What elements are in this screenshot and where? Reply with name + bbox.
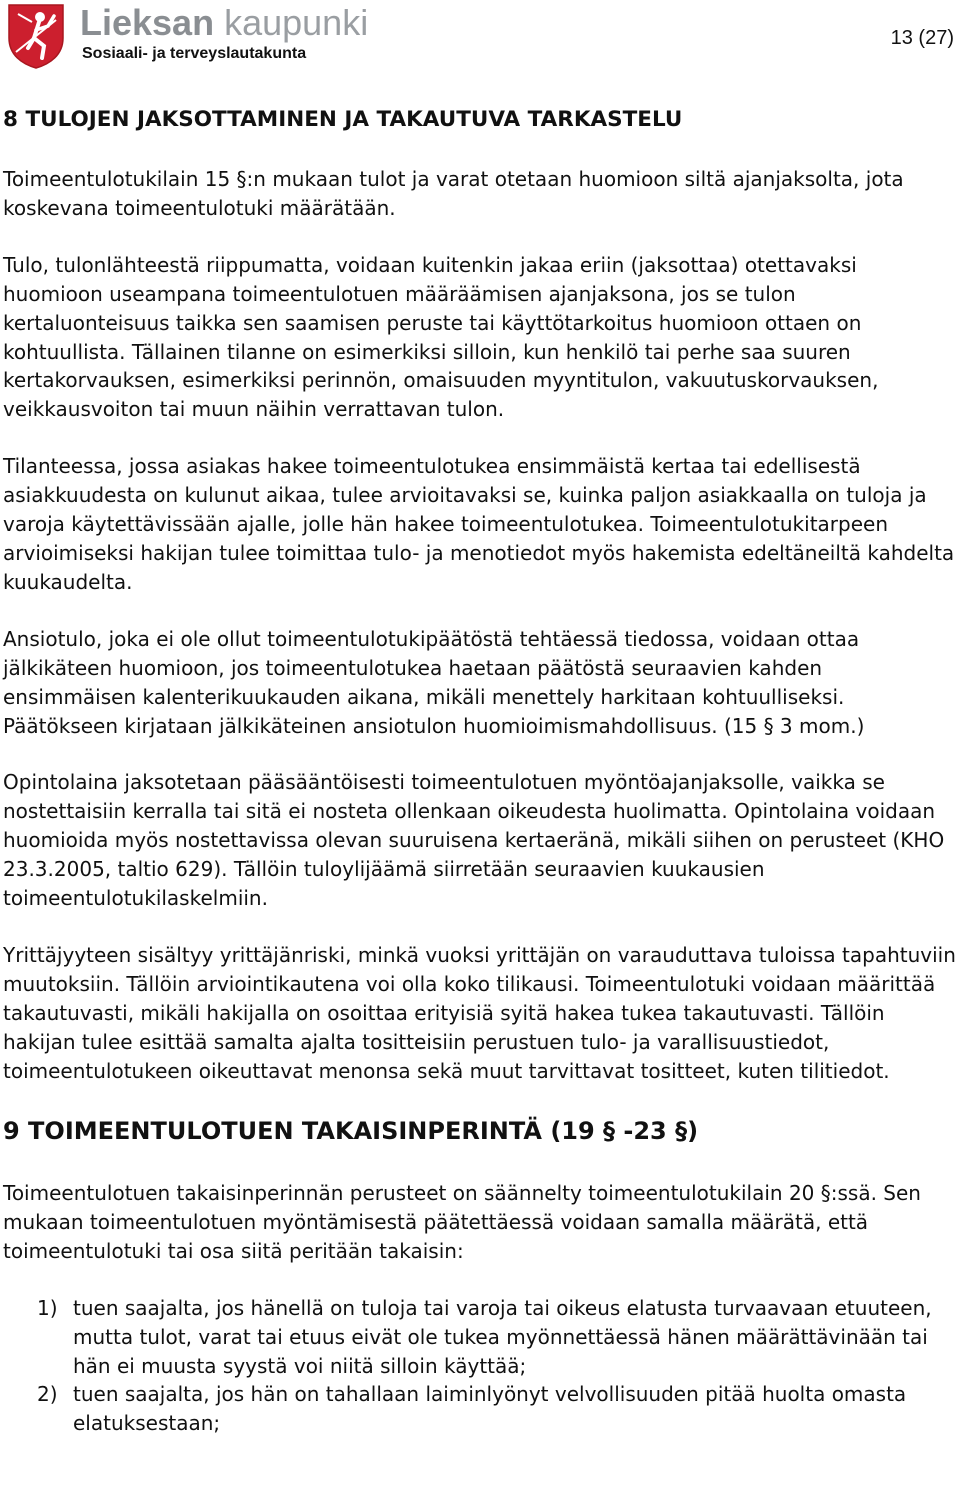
section-8-paragraph-1: Toimeentulotukilain 15 §:n mukaan tulot ja varat otetaan huomioon siltä ajanjaksolta, jota koskevana toimeentulotuki määrätään.	[3, 167, 904, 220]
section-8-paragraph-2: Tulo, tulonlähteestä riippumatta, voidaan kuitenkin jakaa eriin (jaksottaa) otettavaksi huomioon useampana toimeentulotuen määräämisen ajanjaksona, jos se tulon kertaluonteisuus taikka sen saamisen peruste tai käyttötarkoitus huomioon ottaen on kohtuullista. Tällainen tilanne on esimerkiksi silloin, kun henkilö tai perhe saa suuren kertakorvauksen, esimerkiksi perinnön, omaisuuden myyntitulon, vakuutuskorvauksen, veikkausvoiton tai muun näihin verrattavan tulon.	[3, 252, 879, 422]
list-item	[3, 1380, 958, 1437]
list-item-number: 2)	[37, 1382, 58, 1407]
coat-of-arms-icon	[6, 2, 66, 70]
section-8-paragraph-5: Opintolaina jaksotetaan pääsääntöisesti toimeentulotuen myöntöajanjaksolle, vaikka se nostettaisiin kerralla tai sitä ei nosteta ollenkaan oikeudesta huolimatta. Opintolaina voidaan huomioida myös nostettavissa olevan suuruisena kertaeränä, mikäli siihen on perusteet (KHO 23.3.2005, taltio 629). Tällöin tuloylijäämä siirretään seuraavien kuukausien toimeentulotukilaskelmiin.	[3, 770, 945, 911]
brand-name-bold: Lieksan	[80, 2, 215, 43]
section-9-paragraph-1: Toimeentulotuen takaisinperinnän perusteet on säännelty toimeentulotukilain 20 §:ssä. Sen mukaan toimeentulotuen myöntämisestä päätettäessä voidaan samalla määrätä, että toimeentulotuki tai osa siitä peritään takaisin:	[3, 1181, 921, 1264]
list-item-text: tuen saajalta, jos hän on tahallaan laiminlyönyt velvollisuuden pitää huolta omasta elatuksestaan;	[73, 1382, 907, 1435]
list-item-number: 1)	[37, 1296, 58, 1321]
page-number: 13 (27)	[890, 27, 954, 49]
page-header	[0, 0, 960, 80]
section-8-paragraph-4: Ansiotulo, joka ei ole ollut toimeentulotukipäätöstä tehtäessä tiedossa, voidaan ottaa jälkikäteen huomioon, jos toimeentulotukea haetaan päätöstä seuraavien kahden ensimmäisen kalenterikuukauden aikana, mikäli menettely harkitaan kohtuulliseksi. Päätökseen kirjataan jälkikäteinen ansiotulon huomioimismahdollisuus. (15 § 3 mom.)	[3, 626, 865, 738]
section-9-heading: 9 TOIMEENTULOTUEN TAKAISINPERINTÄ (19 § -23 §)	[3, 1117, 699, 1146]
document-body	[3, 104, 958, 1438]
section-8-paragraph-3: Tilanteessa, jossa asiakas hakee toimeentulotukea ensimmäistä kertaa tai edellisestä asiakkuudesta on kulunut aikaa, tulee arvioitavaksi se, kuinka paljon asiakkaalla on tuloja ja varoja käytettävissään ajalle, jolle hän hakee toimeentulotukea. Toimeentulotukitarpeen arvioimiseksi hakijan tulee toimittaa tulo- ja menotiedot myös hakemista edeltäneiltä kahdelta kuukaudelta.	[3, 454, 955, 594]
section-8-paragraph-6: Yrittäjyyteen sisältyy yrittäjänriski, minkä vuoksi yrittäjän on varauduttava tuloissa tapahtuviin muutoksiin. Tällöin arviointikautena voi olla koko tilikausi. Toimeentulotuki voidaan määrittää takautuvasti, mikäli hakijalla on osoittaa erityisiä syitä hakea tukea takautuvasti. Tällöin hakijan tulee esittää samalta ajalta tositteisiin perustuen tulo- ja varallisuustiedot, toimeentulotukeen oikeuttavat menonsa sekä muut tarvittavat tositteet, kuten tilitiedot.	[3, 942, 956, 1083]
brand-name-light: kaupunki	[224, 2, 369, 43]
list-item-text: tuen saajalta, jos hänellä on tuloja tai varoja tai oikeus elatusta turvaavaan etuuteen, mutta tulot, varat tai etuus eivät ole tukea myönnettäessä hänen määrättävinään tai hän ei muusta syystä voi niitä silloin käyttää;	[73, 1296, 932, 1378]
brand-subtitle: Sosiaali- ja terveyslautakunta	[82, 45, 307, 62]
section-8-heading: 8 TULOJEN JAKSOTTAMINEN JA TAKAUTUVA TARKASTELU	[3, 107, 683, 132]
repayment-conditions-list	[3, 1294, 958, 1438]
brand-name	[80, 2, 368, 44]
list-item	[3, 1294, 958, 1380]
